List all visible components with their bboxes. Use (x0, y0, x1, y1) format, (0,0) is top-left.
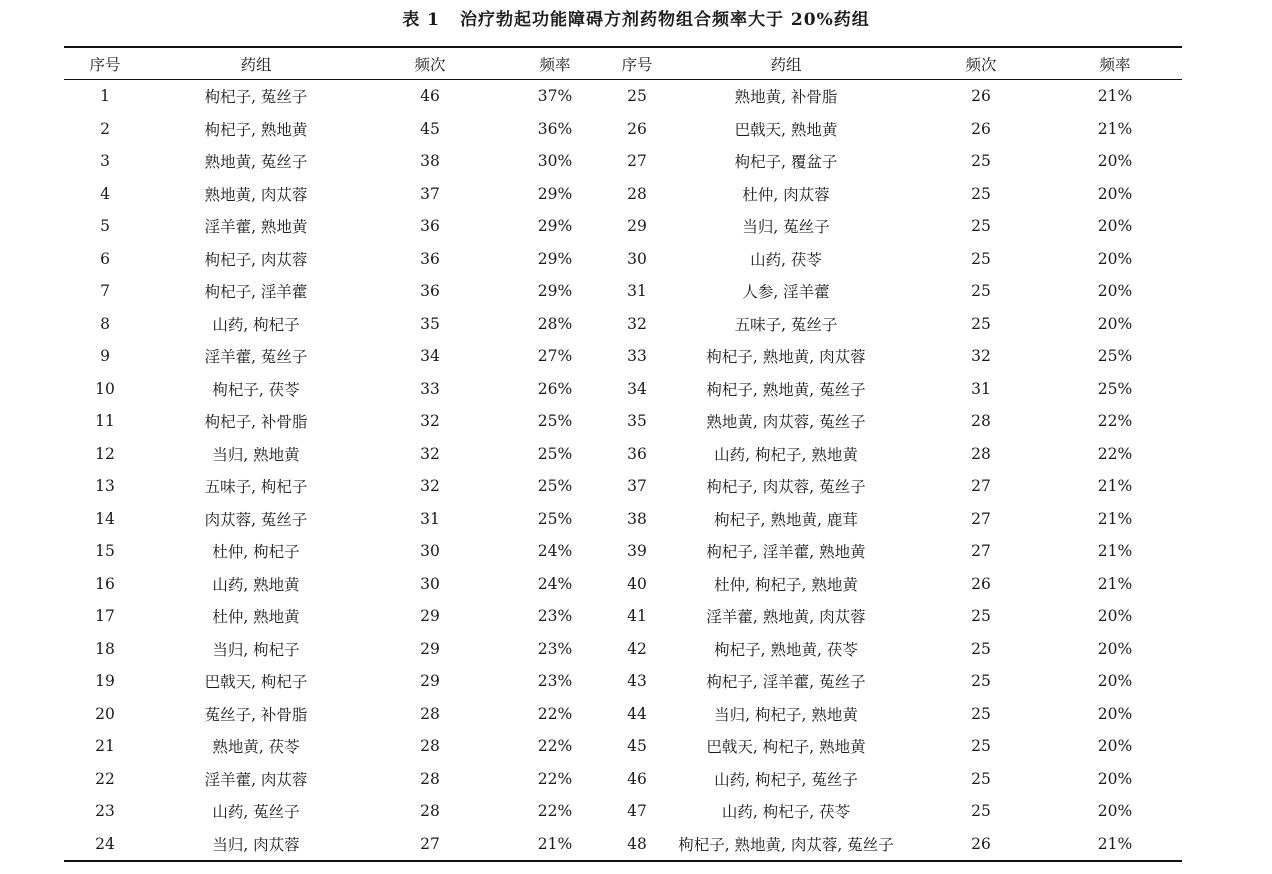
cell-rate-left: 24% (537, 542, 573, 561)
cell-rate-right: 20% (1097, 802, 1133, 821)
cell-count-right: 25 (971, 704, 991, 723)
cell-herb-group-left: 熟地黄, 肉苁蓉 (204, 185, 308, 204)
cell-rate-right: 25% (1097, 379, 1133, 398)
cell-herb-group-left: 杜仲, 枸杞子 (212, 543, 300, 562)
cell-herb-group-right: 山药, 枸杞子, 菟丝子 (714, 770, 858, 789)
cell-herb-group-right: 巴戟天, 枸杞子, 熟地黄 (706, 738, 866, 757)
cell-herb-group-right: 人参, 淫羊藿 (742, 283, 830, 302)
cell-count-right: 25 (971, 217, 991, 236)
table-header (64, 47, 1182, 80)
cell-index-left: 7 (100, 282, 110, 301)
cell-rate-right: 20% (1097, 314, 1133, 333)
table-row (64, 535, 1182, 568)
cell-index-right: 29 (627, 217, 647, 236)
cell-index-left: 1 (100, 87, 110, 106)
header-index-right: 序号 (621, 55, 653, 74)
cell-count-right: 31 (971, 379, 991, 398)
cell-herb-group-right: 枸杞子, 熟地黄, 茯苓 (714, 640, 858, 659)
cell-rate-right: 21% (1097, 509, 1133, 528)
cell-count-right: 25 (971, 282, 991, 301)
table-row (64, 373, 1182, 406)
cell-count-right: 27 (971, 542, 991, 561)
cell-rate-left: 23% (537, 639, 573, 658)
cell-count-left: 32 (420, 477, 440, 496)
cell-index-left: 10 (95, 379, 115, 398)
cell-herb-group-left: 山药, 熟地黄 (212, 575, 300, 594)
cell-rate-left: 23% (537, 672, 573, 691)
cell-herb-group-right: 山药, 茯苓 (750, 250, 822, 269)
cell-herb-group-left: 当归, 枸杞子 (212, 640, 300, 659)
cell-herb-group-right: 枸杞子, 淫羊藿, 熟地黄 (706, 543, 866, 562)
cell-rate-right: 22% (1097, 412, 1133, 431)
cell-rate-right: 21% (1097, 477, 1133, 496)
cell-index-left: 2 (100, 119, 110, 138)
cell-count-left: 32 (420, 444, 440, 463)
table-row (64, 828, 1182, 862)
cell-herb-group-left: 当归, 肉苁蓉 (212, 835, 300, 854)
cell-rate-left: 22% (537, 704, 573, 723)
cell-rate-left: 27% (537, 347, 573, 366)
cell-count-left: 28 (420, 769, 440, 788)
cell-herb-group-left: 枸杞子, 补骨脂 (204, 413, 308, 432)
cell-rate-left: 24% (537, 574, 573, 593)
cell-count-right: 25 (971, 672, 991, 691)
cell-index-left: 11 (95, 412, 115, 431)
cell-rate-left: 21% (537, 834, 573, 853)
cell-index-right: 26 (627, 119, 647, 138)
cell-index-right: 42 (627, 639, 647, 658)
cell-index-right: 40 (627, 574, 647, 593)
cell-herb-group-right: 当归, 枸杞子, 熟地黄 (714, 705, 858, 724)
cell-index-left: 12 (95, 444, 115, 463)
cell-index-left: 15 (95, 542, 115, 561)
cell-count-right: 25 (971, 639, 991, 658)
cell-count-right: 27 (971, 477, 991, 496)
cell-rate-left: 29% (537, 282, 573, 301)
table-row (64, 568, 1182, 601)
cell-index-left: 17 (95, 607, 115, 626)
table-row (64, 633, 1182, 666)
cell-index-left: 23 (95, 802, 115, 821)
cell-rate-right: 20% (1097, 152, 1133, 171)
cell-count-right: 25 (971, 152, 991, 171)
cell-herb-group-right: 枸杞子, 熟地黄, 鹿茸 (714, 510, 858, 529)
cell-count-left: 28 (420, 737, 440, 756)
cell-herb-group-right: 枸杞子, 熟地黄, 肉苁蓉 (706, 348, 866, 367)
cell-rate-right: 20% (1097, 672, 1133, 691)
cell-count-left: 36 (420, 249, 440, 268)
cell-herb-group-left: 巴戟天, 枸杞子 (204, 673, 308, 692)
cell-count-right: 28 (971, 444, 991, 463)
table-body (64, 80, 1182, 862)
cell-index-left: 14 (95, 509, 115, 528)
cell-rate-left: 25% (537, 477, 573, 496)
cell-count-left: 33 (420, 379, 440, 398)
cell-index-right: 34 (627, 379, 647, 398)
cell-index-right: 47 (627, 802, 647, 821)
cell-count-right: 26 (971, 574, 991, 593)
cell-index-left: 16 (95, 574, 115, 593)
cell-rate-right: 20% (1097, 282, 1133, 301)
cell-index-left: 18 (95, 639, 115, 658)
cell-rate-left: 25% (537, 509, 573, 528)
cell-count-left: 30 (420, 542, 440, 561)
cell-herb-group-left: 山药, 枸杞子 (212, 315, 300, 334)
table-row (64, 438, 1182, 471)
table-row (64, 698, 1182, 731)
cell-index-right: 30 (627, 249, 647, 268)
cell-count-left: 35 (420, 314, 440, 333)
cell-rate-left: 28% (537, 314, 573, 333)
cell-index-right: 48 (627, 834, 647, 853)
cell-rate-right: 20% (1097, 769, 1133, 788)
cell-herb-group-left: 枸杞子, 菟丝子 (204, 88, 308, 107)
cell-index-left: 6 (100, 249, 110, 268)
cell-count-left: 34 (420, 347, 440, 366)
cell-rate-right: 21% (1097, 119, 1133, 138)
cell-index-left: 5 (100, 217, 110, 236)
table-row (64, 113, 1182, 146)
cell-herb-group-right: 枸杞子, 覆盆子 (734, 153, 838, 172)
cell-herb-group-right: 枸杞子, 淫羊藿, 菟丝子 (706, 673, 866, 692)
cell-herb-group-left: 熟地黄, 茯苓 (212, 738, 300, 757)
cell-index-right: 27 (627, 152, 647, 171)
cell-index-right: 41 (627, 607, 647, 626)
cell-index-left: 8 (100, 314, 110, 333)
cell-herb-group-left: 当归, 熟地黄 (212, 445, 300, 464)
cell-count-right: 32 (971, 347, 991, 366)
header-rate-left: 频率 (539, 55, 571, 74)
cell-herb-group-left: 枸杞子, 肉苁蓉 (204, 250, 308, 269)
cell-rate-right: 25% (1097, 347, 1133, 366)
cell-herb-group-left: 枸杞子, 淫羊藿 (204, 283, 308, 302)
cell-herb-group-left: 枸杞子, 熟地黄 (204, 120, 308, 139)
cell-herb-group-right: 枸杞子, 熟地黄, 菟丝子 (706, 380, 866, 399)
cell-herb-group-left: 菟丝子, 补骨脂 (204, 705, 308, 724)
cell-index-right: 28 (627, 184, 647, 203)
table-label: 表 1 (402, 10, 440, 30)
table-row (64, 210, 1182, 243)
header-herb-group-left: 药组 (240, 55, 272, 74)
table-row (64, 145, 1182, 178)
table-row (64, 405, 1182, 438)
table-row (64, 308, 1182, 341)
cell-herb-group-right: 杜仲, 肉苁蓉 (742, 185, 830, 204)
cell-rate-left: 29% (537, 184, 573, 203)
table-row (64, 340, 1182, 373)
cell-rate-left: 22% (537, 769, 573, 788)
cell-rate-left: 36% (537, 119, 573, 138)
cell-rate-left: 22% (537, 737, 573, 756)
cell-index-right: 46 (627, 769, 647, 788)
table-row (64, 795, 1182, 828)
cell-count-left: 29 (420, 672, 440, 691)
cell-herb-group-right: 熟地黄, 补骨脂 (734, 88, 838, 107)
cell-herb-group-right: 枸杞子, 熟地黄, 肉苁蓉, 菟丝子 (678, 835, 894, 854)
table-caption (0, 6, 1272, 34)
cell-herb-group-left: 淫羊藿, 肉苁蓉 (204, 770, 308, 789)
cell-index-left: 24 (95, 834, 115, 853)
cell-herb-group-left: 枸杞子, 茯苓 (212, 380, 300, 399)
cell-rate-right: 21% (1097, 574, 1133, 593)
table-row (64, 763, 1182, 796)
cell-rate-right: 21% (1097, 87, 1133, 106)
cell-count-left: 29 (420, 607, 440, 626)
table-title: 治疗勃起功能障碍方剂药物组合频率大于 20%药组 (460, 10, 870, 30)
cell-herb-group-right: 巴戟天, 熟地黄 (734, 120, 838, 139)
cell-count-left: 46 (420, 87, 440, 106)
table-row (64, 243, 1182, 276)
cell-index-right: 33 (627, 347, 647, 366)
cell-count-left: 27 (420, 834, 440, 853)
cell-rate-right: 22% (1097, 444, 1133, 463)
cell-count-left: 29 (420, 639, 440, 658)
table-row (64, 470, 1182, 503)
cell-count-right: 26 (971, 834, 991, 853)
cell-count-left: 37 (420, 184, 440, 203)
table-row (64, 503, 1182, 536)
header-count-left: 频次 (414, 55, 446, 74)
cell-count-left: 28 (420, 802, 440, 821)
header-rate-right: 频率 (1099, 55, 1131, 74)
herb-combination-table (64, 46, 1182, 862)
cell-rate-left: 37% (537, 87, 573, 106)
cell-rate-left: 23% (537, 607, 573, 626)
cell-rate-right: 20% (1097, 217, 1133, 236)
cell-index-left: 3 (100, 152, 110, 171)
cell-rate-left: 26% (537, 379, 573, 398)
cell-count-right: 25 (971, 802, 991, 821)
cell-index-right: 45 (627, 737, 647, 756)
cell-rate-right: 20% (1097, 737, 1133, 756)
cell-count-right: 28 (971, 412, 991, 431)
cell-index-right: 36 (627, 444, 647, 463)
cell-count-left: 38 (420, 152, 440, 171)
cell-herb-group-left: 淫羊藿, 菟丝子 (204, 348, 308, 367)
cell-count-right: 25 (971, 314, 991, 333)
table-row (64, 275, 1182, 308)
cell-herb-group-right: 当归, 菟丝子 (742, 218, 830, 237)
table-row (64, 178, 1182, 211)
cell-rate-left: 25% (537, 444, 573, 463)
cell-rate-right: 21% (1097, 834, 1133, 853)
cell-rate-right: 20% (1097, 607, 1133, 626)
cell-index-left: 20 (95, 704, 115, 723)
cell-count-right: 25 (971, 607, 991, 626)
cell-count-left: 30 (420, 574, 440, 593)
cell-count-right: 25 (971, 249, 991, 268)
cell-index-left: 22 (95, 769, 115, 788)
header-count-right: 频次 (965, 55, 997, 74)
cell-herb-group-right: 枸杞子, 肉苁蓉, 菟丝子 (706, 478, 866, 497)
cell-index-right: 31 (627, 282, 647, 301)
cell-herb-group-right: 山药, 枸杞子, 熟地黄 (714, 445, 858, 464)
cell-count-right: 25 (971, 184, 991, 203)
cell-rate-right: 20% (1097, 704, 1133, 723)
cell-count-left: 31 (420, 509, 440, 528)
cell-count-left: 36 (420, 217, 440, 236)
header-index-left: 序号 (89, 55, 121, 74)
cell-rate-left: 22% (537, 802, 573, 821)
cell-rate-right: 20% (1097, 184, 1133, 203)
cell-herb-group-right: 山药, 枸杞子, 茯苓 (721, 803, 851, 822)
cell-index-right: 43 (627, 672, 647, 691)
cell-index-right: 39 (627, 542, 647, 561)
cell-herb-group-right: 杜仲, 枸杞子, 熟地黄 (714, 575, 858, 594)
cell-index-right: 32 (627, 314, 647, 333)
cell-count-right: 25 (971, 769, 991, 788)
cell-herb-group-left: 淫羊藿, 熟地黄 (204, 218, 308, 237)
cell-herb-group-left: 杜仲, 熟地黄 (212, 608, 300, 627)
table-row (64, 600, 1182, 633)
cell-index-right: 38 (627, 509, 647, 528)
cell-count-right: 25 (971, 737, 991, 756)
cell-herb-group-right: 熟地黄, 肉苁蓉, 菟丝子 (706, 413, 866, 432)
cell-rate-left: 29% (537, 249, 573, 268)
cell-index-right: 44 (627, 704, 647, 723)
cell-herb-group-right: 五味子, 菟丝子 (734, 315, 838, 334)
cell-index-left: 19 (95, 672, 115, 691)
cell-count-left: 32 (420, 412, 440, 431)
table-row (64, 80, 1182, 113)
cell-rate-right: 20% (1097, 249, 1133, 268)
cell-index-right: 37 (627, 477, 647, 496)
cell-rate-left: 30% (537, 152, 573, 171)
cell-rate-right: 21% (1097, 542, 1133, 561)
cell-herb-group-right: 淫羊藿, 熟地黄, 肉苁蓉 (706, 608, 866, 627)
cell-count-right: 26 (971, 119, 991, 138)
cell-index-left: 9 (100, 347, 110, 366)
cell-rate-right: 20% (1097, 639, 1133, 658)
table-row (64, 665, 1182, 698)
cell-count-left: 28 (420, 704, 440, 723)
cell-rate-left: 29% (537, 217, 573, 236)
cell-herb-group-left: 山药, 菟丝子 (212, 803, 300, 822)
cell-index-left: 4 (100, 184, 110, 203)
cell-index-left: 13 (95, 477, 115, 496)
cell-index-left: 21 (95, 737, 115, 756)
cell-index-right: 25 (627, 87, 647, 106)
cell-count-left: 36 (420, 282, 440, 301)
cell-count-right: 26 (971, 87, 991, 106)
cell-count-left: 45 (420, 119, 440, 138)
cell-herb-group-left: 熟地黄, 菟丝子 (204, 153, 308, 172)
cell-herb-group-left: 肉苁蓉, 菟丝子 (204, 510, 308, 529)
header-herb-group-right: 药组 (770, 55, 802, 74)
cell-index-right: 35 (627, 412, 647, 431)
cell-count-right: 27 (971, 509, 991, 528)
cell-rate-left: 25% (537, 412, 573, 431)
table-row (64, 730, 1182, 763)
cell-herb-group-left: 五味子, 枸杞子 (204, 478, 308, 497)
